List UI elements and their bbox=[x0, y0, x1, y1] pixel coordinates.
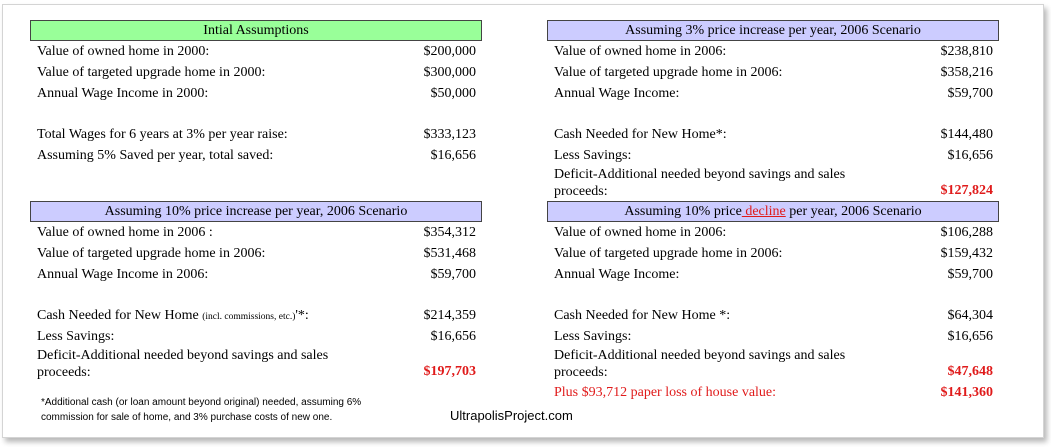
row-value: $531,468 bbox=[423, 246, 476, 261]
footnote-marker: *: bbox=[715, 308, 731, 323]
row-label: Value of owned home in 2006 : bbox=[37, 225, 213, 240]
header-text-a: Assuming 10% price bbox=[624, 204, 742, 219]
initial-row-total-wages bbox=[37, 127, 476, 147]
s3-row-deficit bbox=[554, 166, 993, 200]
row-value: $106,288 bbox=[940, 225, 993, 240]
scenario-10pct-increase-header: Assuming 10% price increase per year, 2006 Scenario bbox=[30, 201, 482, 222]
row-label bbox=[554, 127, 727, 143]
paper-loss-value: $141,360 bbox=[940, 385, 993, 400]
initial-assumptions-header: Intial Assumptions bbox=[30, 20, 482, 41]
footnote-line-2: commission for sale of home, and 3% purchase costs of new one. bbox=[41, 412, 333, 423]
row-label: Annual Wage Income in 2000: bbox=[37, 86, 209, 101]
row-value: $59,700 bbox=[947, 86, 993, 101]
sd-row-deficit bbox=[554, 347, 993, 381]
deficit-label-line-2: proceeds: bbox=[554, 184, 608, 199]
row-label: Value of targeted upgrade home in 2006: bbox=[554, 246, 783, 261]
row-value: $16,656 bbox=[947, 329, 993, 344]
row-value: $300,000 bbox=[423, 65, 476, 80]
s10-row-upgrade-home bbox=[37, 246, 476, 266]
footnote-marker: *: bbox=[715, 127, 727, 142]
scenario-3pct-header: Assuming 3% price increase per year, 2006 Scenario bbox=[547, 20, 999, 41]
row-label: Annual Wage Income: bbox=[554, 267, 680, 282]
row-label: Total Wages for 6 years at 3% per year raise: bbox=[37, 127, 288, 142]
deficit-label-line-2: proceeds: bbox=[554, 365, 608, 380]
sd-row-cash-needed bbox=[554, 308, 993, 328]
sd-row-upgrade-home bbox=[554, 246, 993, 266]
row-value: $200,000 bbox=[423, 44, 476, 59]
s10-row-owned-home bbox=[37, 225, 476, 245]
initial-row-total-saved bbox=[37, 148, 476, 168]
commissions-note: (incl. commissions, etc.) bbox=[202, 312, 296, 322]
row-value: $16,656 bbox=[430, 329, 476, 344]
row-label: Value of owned home in 2006: bbox=[554, 225, 727, 240]
cash-needed-text: Cash Needed for New Home bbox=[37, 308, 203, 323]
deficit-label-line-1: Deficit-Additional needed beyond savings and sales bbox=[37, 348, 329, 363]
row-value: $16,656 bbox=[430, 148, 476, 163]
row-label: Value of owned home in 2000: bbox=[37, 44, 210, 59]
scenario-10pct-decline-header bbox=[547, 201, 999, 222]
deficit-label bbox=[554, 166, 904, 200]
deficit-value: $47,648 bbox=[947, 364, 993, 379]
deficit-label-line-2: proceeds: bbox=[37, 365, 91, 380]
s10-row-cash-needed bbox=[37, 308, 476, 328]
row-label: Less Savings: bbox=[37, 329, 115, 344]
row-label: Less Savings: bbox=[554, 329, 632, 344]
row-value: $333,123 bbox=[423, 127, 476, 142]
initial-row-upgrade-home bbox=[37, 65, 476, 85]
row-value: $144,480 bbox=[940, 127, 993, 142]
row-label bbox=[37, 308, 309, 324]
row-label: Annual Wage Income in 2006: bbox=[37, 267, 209, 282]
row-value: $159,432 bbox=[940, 246, 993, 261]
s10-row-deficit bbox=[37, 347, 476, 381]
row-label: Less Savings: bbox=[554, 148, 632, 163]
header-text-c: per year, 2006 Scenario bbox=[785, 204, 922, 219]
row-label: Value of targeted upgrade home in 2006: bbox=[554, 65, 783, 80]
s3-row-owned-home bbox=[554, 44, 993, 64]
row-label: Value of targeted upgrade home in 2006: bbox=[37, 246, 266, 261]
initial-row-wage-income bbox=[37, 86, 476, 106]
initial-row-owned-home bbox=[37, 44, 476, 64]
row-label: Assuming 5% Saved per year, total saved: bbox=[37, 148, 274, 163]
cash-needed-text: Cash Needed for New Home bbox=[554, 127, 716, 142]
row-label: Value of owned home in 2006: bbox=[554, 44, 727, 59]
sd-row-paper-loss bbox=[554, 385, 993, 405]
deficit-label bbox=[554, 347, 904, 381]
s10-row-wage-income bbox=[37, 267, 476, 287]
row-label: Annual Wage Income: bbox=[554, 86, 680, 101]
footnote-line-1: *Additional cash (or loan amount beyond original) needed, assuming 6% bbox=[41, 397, 362, 408]
s3-row-cash-needed bbox=[554, 127, 993, 147]
row-value: $358,216 bbox=[940, 65, 993, 80]
sd-row-owned-home bbox=[554, 225, 993, 245]
footnote-marker: '*: bbox=[295, 308, 309, 323]
row-label bbox=[554, 308, 730, 324]
row-value: $214,359 bbox=[423, 308, 476, 323]
s3-row-wage-income bbox=[554, 86, 993, 106]
sd-row-less-savings bbox=[554, 329, 993, 349]
s10-row-less-savings bbox=[37, 329, 476, 349]
footnote bbox=[41, 395, 401, 425]
row-value: $50,000 bbox=[430, 86, 476, 101]
row-value: $59,700 bbox=[430, 267, 476, 282]
s3-row-upgrade-home bbox=[554, 65, 993, 85]
row-value: $238,810 bbox=[940, 44, 993, 59]
paper-loss-label: Plus $93,712 paper loss of house value: bbox=[554, 385, 777, 400]
deficit-label-line-1: Deficit-Additional needed beyond savings and sales bbox=[554, 167, 846, 182]
row-label: Value of targeted upgrade home in 2000: bbox=[37, 65, 266, 80]
s3-row-less-savings bbox=[554, 148, 993, 168]
deficit-label-line-1: Deficit-Additional needed beyond savings and sales bbox=[554, 348, 846, 363]
brand-text: UltrapolisProject.com bbox=[450, 408, 573, 423]
sd-row-wage-income bbox=[554, 267, 993, 287]
deficit-value: $197,703 bbox=[423, 364, 476, 379]
decline-word: decline bbox=[741, 204, 786, 219]
row-value: $16,656 bbox=[947, 148, 993, 163]
deficit-label bbox=[37, 347, 387, 381]
row-value: $64,304 bbox=[947, 308, 993, 323]
deficit-value: $127,824 bbox=[940, 183, 993, 198]
row-value: $354,312 bbox=[423, 225, 476, 240]
cash-needed-text: Cash Needed for New Home bbox=[554, 308, 716, 323]
row-value: $59,700 bbox=[947, 267, 993, 282]
